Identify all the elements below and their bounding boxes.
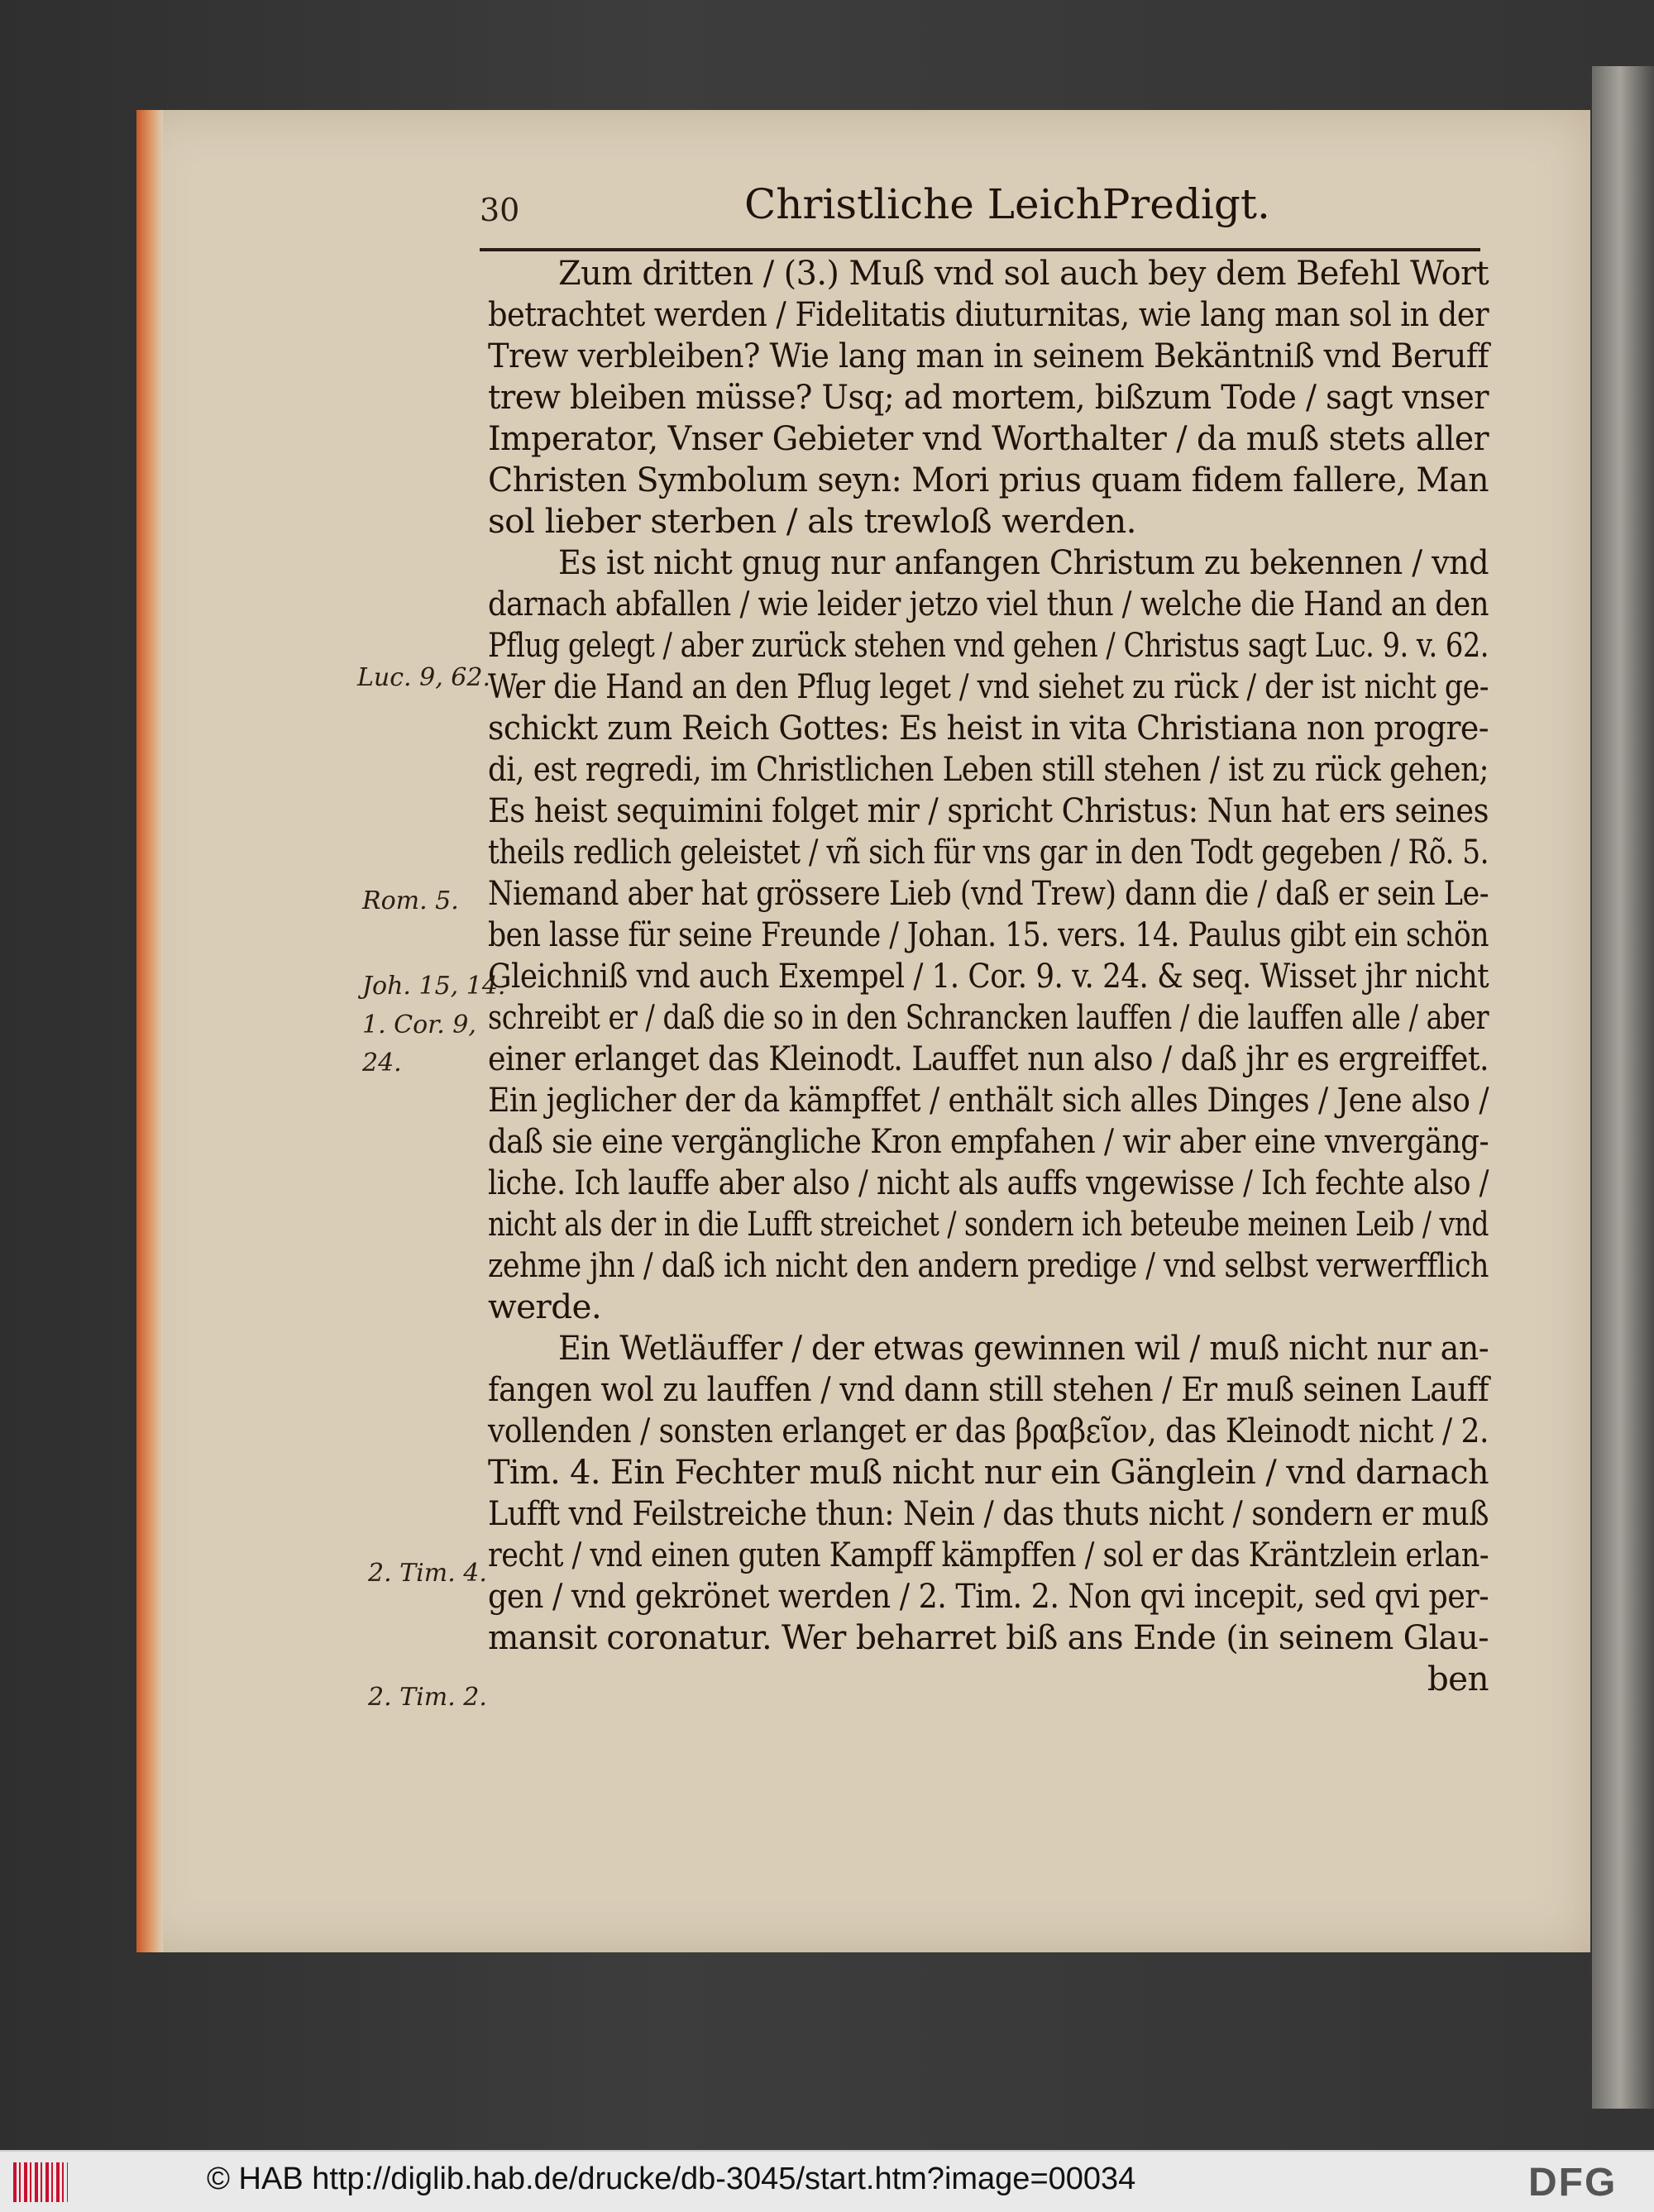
body-text [488,252,1489,1699]
margin-note: 24. [362,1049,402,1077]
text-line: ben [1427,1659,1489,1698]
text-line: Trew verbleiben? Wie lang man in seinem Bekäntniß vnd Beruff [488,336,1489,375]
text-line: di, est regredi, im Christlichen Leben still stehen / ist zu rück gehen; [488,749,1489,789]
adjacent-page-strip [1592,66,1654,2109]
text-line: einer erlanget das Kleinodt. Lauffet nun also / daß jhr es ergreiffet. [488,1039,1489,1078]
page-edge [136,110,163,1952]
text-line: fangen wol zu lauffen / vnd dann still stehen / Er muß seinen Lauff [488,1369,1489,1409]
text-line: Niemand aber hat grössere Lieb (vnd Trew) dann die / daß er sein Le- [488,873,1489,913]
margin-note: 1. Cor. 9, [362,1010,476,1039]
text-line: trew bleiben müsse? Usq; ad mortem, bißzum Tode / sagt vnser [488,377,1489,417]
text-line: betrachtet werden / Fidelitatis diuturnitas, wie lang man sol in der [488,294,1489,334]
text-line: mansit coronatur. Wer beharret biß ans Ende (in seinem Glau- [488,1617,1489,1657]
text-line: liche. Ich lauffe aber also / nicht als auffs vngewisse / Ich fechte also / [488,1163,1489,1202]
text-line: darnach abfallen / wie leider jetzo viel thun / welche die Hand an den [488,584,1489,623]
text-line: Imperator, Vnser Gebieter vnd Worthalter / da muß stets aller [488,418,1489,458]
text-line: nicht als der in die Lufft streichet / sondern ich beteube meinen Leib / vnd [488,1204,1489,1244]
text-line: Ein jeglicher der da kämpffet / enthält sich alles Dinges / Jene also / [488,1080,1489,1120]
text-line: Lufft vnd Feilstreiche thun: Nein / das thuts nicht / sondern er muß [488,1493,1489,1533]
text-line: zehme jhn / daß ich nicht den andern predige / vnd selbst verwerfflich [488,1245,1489,1285]
header-rule [480,248,1480,251]
text-line: Pflug gelegt / aber zurück stehen vnd gehen / Christus sagt Luc. 9. v. 62. [488,625,1489,665]
margin-note: Rom. 5. [362,886,459,915]
text-line: Ein Wetläuffer / der etwas gewinnen wil / muß nicht nur an- [558,1328,1489,1368]
text-line: daß sie eine vergängliche Kron empfahen / wir aber eine vnvergäng- [488,1121,1489,1161]
text-line: Es ist nicht gnug nur anfangen Christum zu bekennen / vnd [558,542,1489,582]
margin-note: Joh. 15, 14. [362,972,506,1001]
text-line: sol lieber sterben / als trewloß werden. [488,501,1136,541]
text-line: Es heist sequimini folget mir / spricht Christus: Nun hat ers seines [488,791,1489,830]
page-number: 30 [480,192,520,228]
page-header [480,180,1480,238]
margin-note: 2. Tim. 2. [368,1683,487,1712]
text-line: Zum dritten / (3.) Muß vnd sol auch bey dem Befehl Wort [558,253,1489,293]
text-line: schickt zum Reich Gottes: Es heist in vita Christiana non progre- [488,708,1489,748]
text-line: theils redlich geleistet / vñ sich für vns gar in den Todt gegeben / Rõ. 5. [488,832,1489,872]
text-line: vollenden / sonsten erlanget er das βραβεῖον, das Kleinodt nicht / 2. [488,1411,1489,1450]
text-line: ben lasse für seine Freunde / Johan. 15. vers. 14. Paulus gibt ein schön [488,915,1489,954]
text-line: Wer die Hand an den Pflug leget / vnd siehet zu rück / der ist nicht ge- [488,666,1489,706]
text-line: schreibt er / daß die so in den Schrancken lauffen / die lauffen alle / aber [488,997,1489,1037]
barcode-logo-icon [13,2162,68,2202]
margin-note: 2. Tim. 4. [368,1559,487,1588]
text-line: Christen Symbolum seyn: Mori prius quam fidem fallere, Man [488,460,1489,499]
running-title: Christliche LeichPredigt. [744,180,1270,228]
text-line: Gleichniß vnd auch Exempel / 1. Cor. 9. v. 24. & seq. Wisset jhr nicht [488,956,1489,996]
margin-note: Luc. 9, 62. [357,663,490,692]
text-line: Tim. 4. Ein Fechter muß nicht nur ein Gänglein / vnd darnach [488,1452,1489,1492]
dfg-logo-icon: DFG [1528,2161,1618,2205]
text-line: recht / vnd einen guten Kampff kämpffen / sol er das Kräntzlein erlan- [488,1535,1489,1574]
text-line: gen / vnd gekrönet werden / 2. Tim. 2. Non qvi incepit, sed qvi per- [488,1576,1489,1616]
footer-credit-link[interactable]: © HAB http://diglib.hab.de/drucke/db-3045/start.htm?image=00034 [207,2162,1136,2196]
text-line: werde. [488,1287,602,1326]
footer-bar [0,2150,1654,2212]
